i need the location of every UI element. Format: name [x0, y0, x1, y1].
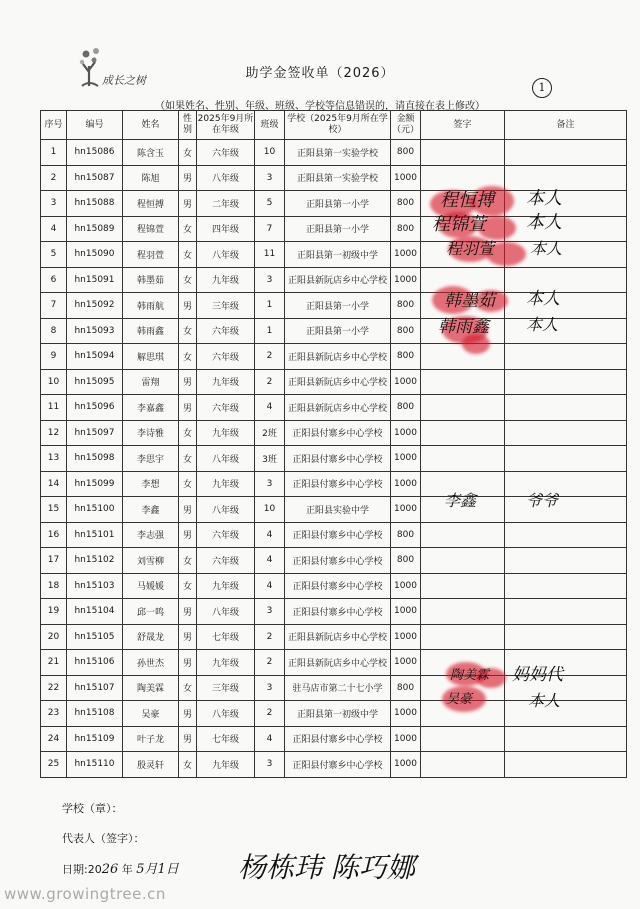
cell-seq: 7 — [41, 293, 67, 319]
remark-row-4: 本人 — [526, 212, 562, 233]
cell-amount: 800 — [391, 293, 421, 319]
header-name: 姓名 — [123, 111, 179, 140]
cell-gender: 男 — [179, 165, 197, 191]
cell-id: hn15087 — [67, 165, 123, 191]
cell-id: hn15102 — [67, 548, 123, 574]
cell-remark — [505, 420, 627, 446]
cell-gender: 男 — [179, 599, 197, 625]
cell-school: 正阳县第一初级中学 — [285, 701, 391, 727]
signature-row-7: 韩墨茹 — [444, 291, 495, 311]
cell-school: 正阳县付寨乡中心学校 — [285, 446, 391, 472]
cell-name: 叶子龙 — [123, 726, 179, 752]
table-row — [41, 752, 627, 778]
signature-row-4: 程锦萱 — [432, 214, 486, 235]
cell-class: 7 — [255, 216, 285, 242]
remark-row-5: 本人 — [530, 239, 563, 258]
cell-remark — [505, 573, 627, 599]
cell-name: 程恒搏 — [123, 191, 179, 217]
cell-seq: 8 — [41, 318, 67, 344]
cell-id: hn15100 — [67, 497, 123, 523]
header-id: 编号 — [67, 111, 123, 140]
cell-amount: 800 — [391, 675, 421, 701]
cell-sign — [421, 752, 505, 778]
cell-school: 正阳县第一小学 — [285, 293, 391, 319]
table-row — [41, 420, 627, 446]
cell-gender: 男 — [179, 191, 197, 217]
cell-name: 韩雨鑫 — [123, 318, 179, 344]
cell-remark — [505, 446, 627, 472]
cell-grade: 九年级 — [197, 752, 255, 778]
cell-seq: 13 — [41, 446, 67, 472]
cell-gender: 女 — [179, 420, 197, 446]
cell-id: hn15095 — [67, 369, 123, 395]
cell-seq: 9 — [41, 344, 67, 370]
cell-amount: 1000 — [391, 573, 421, 599]
cell-class: 2 — [255, 369, 285, 395]
cell-seq: 21 — [41, 650, 67, 676]
cell-remark — [505, 752, 627, 778]
cell-school: 正阳县付寨乡中心学校 — [285, 599, 391, 625]
cell-amount: 1000 — [391, 267, 421, 293]
cell-gender: 女 — [179, 344, 197, 370]
cell-seq: 3 — [41, 191, 67, 217]
cell-grade: 六年级 — [197, 548, 255, 574]
cell-amount: 1000 — [391, 726, 421, 752]
cell-amount: 800 — [391, 318, 421, 344]
cell-amount: 1000 — [391, 752, 421, 778]
header-sign: 签字 — [421, 111, 505, 140]
school-seal-label: 学校（章）： — [62, 802, 123, 815]
cell-school: 正阳县实验中学 — [285, 497, 391, 523]
cell-class: 1 — [255, 293, 285, 319]
cell-amount: 800 — [391, 140, 421, 166]
cell-name: 程羽萱 — [123, 242, 179, 268]
header-class: 班级 — [255, 111, 285, 140]
cell-id: hn15110 — [67, 752, 123, 778]
cell-grade: 三年级 — [197, 675, 255, 701]
table-row — [41, 624, 627, 650]
cell-id: hn15097 — [67, 420, 123, 446]
signature-row-5: 程羽萱 — [446, 239, 495, 258]
cell-class: 3 — [255, 752, 285, 778]
cell-class: 10 — [255, 140, 285, 166]
cell-school: 正阳县新阮店乡中心学校 — [285, 624, 391, 650]
cell-amount: 1000 — [391, 369, 421, 395]
remark-row-7: 本人 — [526, 289, 560, 309]
logo-text: 成长之树 — [102, 74, 146, 87]
cell-class: 2 — [255, 624, 285, 650]
cell-class: 2 — [255, 344, 285, 370]
cell-class: 2班 — [255, 420, 285, 446]
cell-gender: 女 — [179, 267, 197, 293]
cell-class: 4 — [255, 548, 285, 574]
cell-sign — [421, 599, 505, 625]
cell-id: hn15086 — [67, 140, 123, 166]
representative-signature: 杨栋玮 陈巧娜 — [238, 851, 415, 884]
table-row — [41, 446, 627, 472]
cell-grade: 六年级 — [197, 395, 255, 421]
cell-id: hn15103 — [67, 573, 123, 599]
cell-seq: 11 — [41, 395, 67, 421]
cell-remark — [505, 726, 627, 752]
cell-school: 正阳县第一小学 — [285, 216, 391, 242]
cell-grade: 二年级 — [197, 191, 255, 217]
cell-gender: 女 — [179, 471, 197, 497]
cell-grade: 八年级 — [197, 165, 255, 191]
cell-remark — [505, 344, 627, 370]
header-school: 学校（2025年9月所在学校） — [285, 111, 391, 140]
date-line — [62, 858, 179, 877]
cell-class: 2 — [255, 701, 285, 727]
cell-name: 刘雪柳 — [123, 548, 179, 574]
cell-seq: 22 — [41, 675, 67, 701]
cell-school: 正阳县第一小学 — [285, 191, 391, 217]
cell-school: 正阳县付寨乡中心学校 — [285, 548, 391, 574]
cell-sign — [421, 420, 505, 446]
cell-seq: 25 — [41, 752, 67, 778]
cell-remark — [505, 701, 627, 727]
cell-grade: 六年级 — [197, 140, 255, 166]
header-seq: 序号 — [41, 111, 67, 140]
cell-gender: 男 — [179, 369, 197, 395]
cell-id: hn15089 — [67, 216, 123, 242]
remark-row-22: 妈妈代 — [512, 665, 563, 685]
cell-class: 4 — [255, 726, 285, 752]
cell-name: 李嘉鑫 — [123, 395, 179, 421]
cell-gender: 男 — [179, 701, 197, 727]
cell-grade: 八年级 — [197, 446, 255, 472]
cell-id: hn15091 — [67, 267, 123, 293]
cell-school: 正阳县付寨乡中心学校 — [285, 752, 391, 778]
correction-note: （如果姓名、性别、年级、班级、学校等信息错误的，请直接在表上修改） — [155, 101, 485, 112]
cell-gender: 女 — [179, 318, 197, 344]
cell-school: 正阳县付寨乡中心学校 — [285, 573, 391, 599]
cell-remark — [505, 165, 627, 191]
cell-sign — [421, 140, 505, 166]
cell-name: 韩墨茹 — [123, 267, 179, 293]
cell-class: 1 — [255, 318, 285, 344]
cell-grade: 九年级 — [197, 369, 255, 395]
cell-id: hn15096 — [67, 395, 123, 421]
cell-id: hn15101 — [67, 522, 123, 548]
table-row — [41, 548, 627, 574]
cell-id: hn15107 — [67, 675, 123, 701]
cell-name: 李鑫 — [123, 497, 179, 523]
cell-id: hn15099 — [67, 471, 123, 497]
cell-name: 舒晟龙 — [123, 624, 179, 650]
cell-grade: 七年级 — [197, 624, 255, 650]
table-header-row — [41, 111, 627, 140]
cell-school: 正阳县新阮店乡中心学校 — [285, 395, 391, 421]
cell-amount: 1000 — [391, 599, 421, 625]
cell-class: 3班 — [255, 446, 285, 472]
page-number: 1 — [532, 78, 552, 98]
date-label: 日期:20 — [62, 863, 102, 876]
cell-name: 李诗雅 — [123, 420, 179, 446]
cell-class: 4 — [255, 573, 285, 599]
cell-remark — [505, 548, 627, 574]
table-row — [41, 344, 627, 370]
cell-seq: 5 — [41, 242, 67, 268]
header-amount: 金额（元） — [391, 111, 421, 140]
cell-seq: 20 — [41, 624, 67, 650]
cell-gender: 男 — [179, 497, 197, 523]
cell-id: hn15092 — [67, 293, 123, 319]
cell-gender: 女 — [179, 752, 197, 778]
cell-name: 程锦萱 — [123, 216, 179, 242]
cell-grade: 九年级 — [197, 471, 255, 497]
cell-sign — [421, 369, 505, 395]
cell-grade: 六年级 — [197, 318, 255, 344]
cell-class: 10 — [255, 497, 285, 523]
cell-amount: 800 — [391, 216, 421, 242]
cell-amount: 800 — [391, 191, 421, 217]
cell-sign — [421, 624, 505, 650]
cell-sign — [421, 446, 505, 472]
cell-school: 正阳县付寨乡中心学校 — [285, 471, 391, 497]
cell-sign — [421, 726, 505, 752]
cell-gender: 男 — [179, 726, 197, 752]
cell-class: 3 — [255, 471, 285, 497]
cell-name: 李志强 — [123, 522, 179, 548]
cell-name: 马媛媛 — [123, 573, 179, 599]
document-title: 助学金签收单（2026） — [245, 66, 395, 81]
cell-gender: 女 — [179, 446, 197, 472]
cell-amount: 1000 — [391, 471, 421, 497]
cell-gender: 女 — [179, 216, 197, 242]
cell-seq: 24 — [41, 726, 67, 752]
cell-seq: 12 — [41, 420, 67, 446]
cell-grade: 九年级 — [197, 650, 255, 676]
cell-school: 驻马店市第二十七小学 — [285, 675, 391, 701]
cell-class: 3 — [255, 599, 285, 625]
cell-class: 5 — [255, 191, 285, 217]
cell-seq: 18 — [41, 573, 67, 599]
cell-gender: 男 — [179, 395, 197, 421]
remark-row-3: 本人 — [526, 188, 562, 209]
cell-seq: 15 — [41, 497, 67, 523]
cell-school: 正阳县付寨乡中心学校 — [285, 522, 391, 548]
cell-amount: 1000 — [391, 624, 421, 650]
cell-remark — [505, 471, 627, 497]
cell-class: 3 — [255, 165, 285, 191]
cell-name: 孙世杰 — [123, 650, 179, 676]
cell-seq: 2 — [41, 165, 67, 191]
table-row — [41, 573, 627, 599]
remark-row-8: 本人 — [526, 315, 559, 334]
cell-id: hn15105 — [67, 624, 123, 650]
cell-gender: 女 — [179, 140, 197, 166]
cell-amount: 1000 — [391, 497, 421, 523]
cell-amount: 800 — [391, 548, 421, 574]
cell-class: 3 — [255, 267, 285, 293]
cell-remark — [505, 318, 627, 344]
cell-grade: 三年级 — [197, 293, 255, 319]
cell-name: 李想 — [123, 471, 179, 497]
cell-class: 3 — [255, 675, 285, 701]
cell-amount: 1000 — [391, 650, 421, 676]
cell-amount: 800 — [391, 522, 421, 548]
cell-seq: 4 — [41, 216, 67, 242]
cell-name: 陶美霖 — [123, 675, 179, 701]
cell-id: hn15090 — [67, 242, 123, 268]
cell-name: 韩雨航 — [123, 293, 179, 319]
cell-school: 正阳县新阮店乡中心学校 — [285, 344, 391, 370]
cell-sign — [421, 522, 505, 548]
cell-name: 殷灵轩 — [123, 752, 179, 778]
date-year: 26 — [101, 862, 119, 877]
cell-sign — [421, 573, 505, 599]
cell-gender: 男 — [179, 293, 197, 319]
cell-seq: 6 — [41, 267, 67, 293]
cell-gender: 男 — [179, 522, 197, 548]
cell-amount: 1000 — [391, 420, 421, 446]
cell-id: hn15108 — [67, 701, 123, 727]
cell-name: 李思宇 — [123, 446, 179, 472]
cell-school: 正阳县付寨乡中心学校 — [285, 420, 391, 446]
cell-amount: 800 — [391, 344, 421, 370]
cell-grade: 六年级 — [197, 344, 255, 370]
cell-grade: 九年级 — [197, 420, 255, 446]
cell-grade: 八年级 — [197, 497, 255, 523]
website-watermark: www.growingtree.cn — [4, 885, 166, 903]
date-year-unit: 年 — [121, 863, 133, 876]
cell-remark — [505, 267, 627, 293]
cell-class: 4 — [255, 522, 285, 548]
cell-grade: 四年级 — [197, 216, 255, 242]
cell-seq: 17 — [41, 548, 67, 574]
signature-row-15: 李鑫 — [444, 491, 477, 510]
cell-school: 正阳县第一实验学校 — [285, 140, 391, 166]
cell-seq: 23 — [41, 701, 67, 727]
cell-name: 陈含玉 — [123, 140, 179, 166]
cell-gender: 女 — [179, 573, 197, 599]
cell-remark — [505, 624, 627, 650]
cell-school: 正阳县新阮店乡中心学校 — [285, 267, 391, 293]
cell-id: hn15093 — [67, 318, 123, 344]
cell-grade: 八年级 — [197, 701, 255, 727]
cell-seq: 16 — [41, 522, 67, 548]
cell-seq: 19 — [41, 599, 67, 625]
cell-amount: 800 — [391, 395, 421, 421]
cell-school: 正阳县第一小学 — [285, 318, 391, 344]
cell-school: 正阳县新阮店乡中心学校 — [285, 369, 391, 395]
signature-row-22: 陶美霖 — [450, 668, 490, 683]
table-row — [41, 522, 627, 548]
cell-remark — [505, 140, 627, 166]
cell-amount: 1000 — [391, 701, 421, 727]
cell-id: hn15106 — [67, 650, 123, 676]
cell-grade: 九年级 — [197, 573, 255, 599]
cell-id: hn15098 — [67, 446, 123, 472]
cell-class: 2 — [255, 650, 285, 676]
signature-row-23: 吴豪 — [446, 692, 473, 707]
cell-remark — [505, 522, 627, 548]
table-row — [41, 140, 627, 166]
remark-row-15: 爷爷 — [526, 491, 559, 510]
cell-seq: 10 — [41, 369, 67, 395]
cell-name: 陈旭 — [123, 165, 179, 191]
remark-row-23: 本人 — [528, 691, 561, 710]
cell-amount: 1000 — [391, 242, 421, 268]
cell-seq: 1 — [41, 140, 67, 166]
table-row — [41, 395, 627, 421]
cell-name: 邱一鸣 — [123, 599, 179, 625]
cell-id: hn15088 — [67, 191, 123, 217]
cell-class: 4 — [255, 395, 285, 421]
cell-name: 解思琪 — [123, 344, 179, 370]
cell-school: 正阳县第一初级中学 — [285, 242, 391, 268]
cell-grade: 七年级 — [197, 726, 255, 752]
cell-remark — [505, 216, 627, 242]
cell-sign — [421, 548, 505, 574]
cell-name: 雷翔 — [123, 369, 179, 395]
cell-remark — [505, 599, 627, 625]
signature-row-8: 韩雨鑫 — [438, 317, 489, 337]
cell-grade: 六年级 — [197, 522, 255, 548]
representative-label: 代表人（签字）： — [62, 832, 145, 845]
cell-gender: 男 — [179, 624, 197, 650]
date-month-day: 5月1日 — [136, 862, 179, 877]
header-grade: 2025年9月所在年级 — [197, 111, 255, 140]
cell-sign — [421, 395, 505, 421]
table-row — [41, 726, 627, 752]
cell-school: 正阳县付寨乡中心学校 — [285, 726, 391, 752]
cell-seq: 14 — [41, 471, 67, 497]
header-gender: 性别 — [179, 111, 197, 140]
cell-amount: 1000 — [391, 446, 421, 472]
cell-remark — [505, 191, 627, 217]
cell-amount: 1000 — [391, 165, 421, 191]
cell-school: 正阳县第一实验学校 — [285, 165, 391, 191]
table-row — [41, 369, 627, 395]
signature-row-3: 程恒搏 — [440, 190, 494, 211]
cell-id: hn15109 — [67, 726, 123, 752]
header-remark: 备注 — [505, 111, 627, 140]
cell-remark — [505, 497, 627, 523]
cell-gender: 男 — [179, 650, 197, 676]
cell-gender: 女 — [179, 548, 197, 574]
cell-remark — [505, 369, 627, 395]
cell-grade: 八年级 — [197, 242, 255, 268]
cell-id: hn15094 — [67, 344, 123, 370]
cell-remark — [505, 293, 627, 319]
cell-remark — [505, 395, 627, 421]
cell-name: 吴豪 — [123, 701, 179, 727]
cell-school: 正阳县新阮店乡中心学校 — [285, 650, 391, 676]
cell-grade: 九年级 — [197, 267, 255, 293]
table-row — [41, 599, 627, 625]
cell-id: hn15104 — [67, 599, 123, 625]
cell-grade: 八年级 — [197, 599, 255, 625]
cell-class: 11 — [255, 242, 285, 268]
cell-gender: 女 — [179, 675, 197, 701]
cell-gender: 女 — [179, 242, 197, 268]
